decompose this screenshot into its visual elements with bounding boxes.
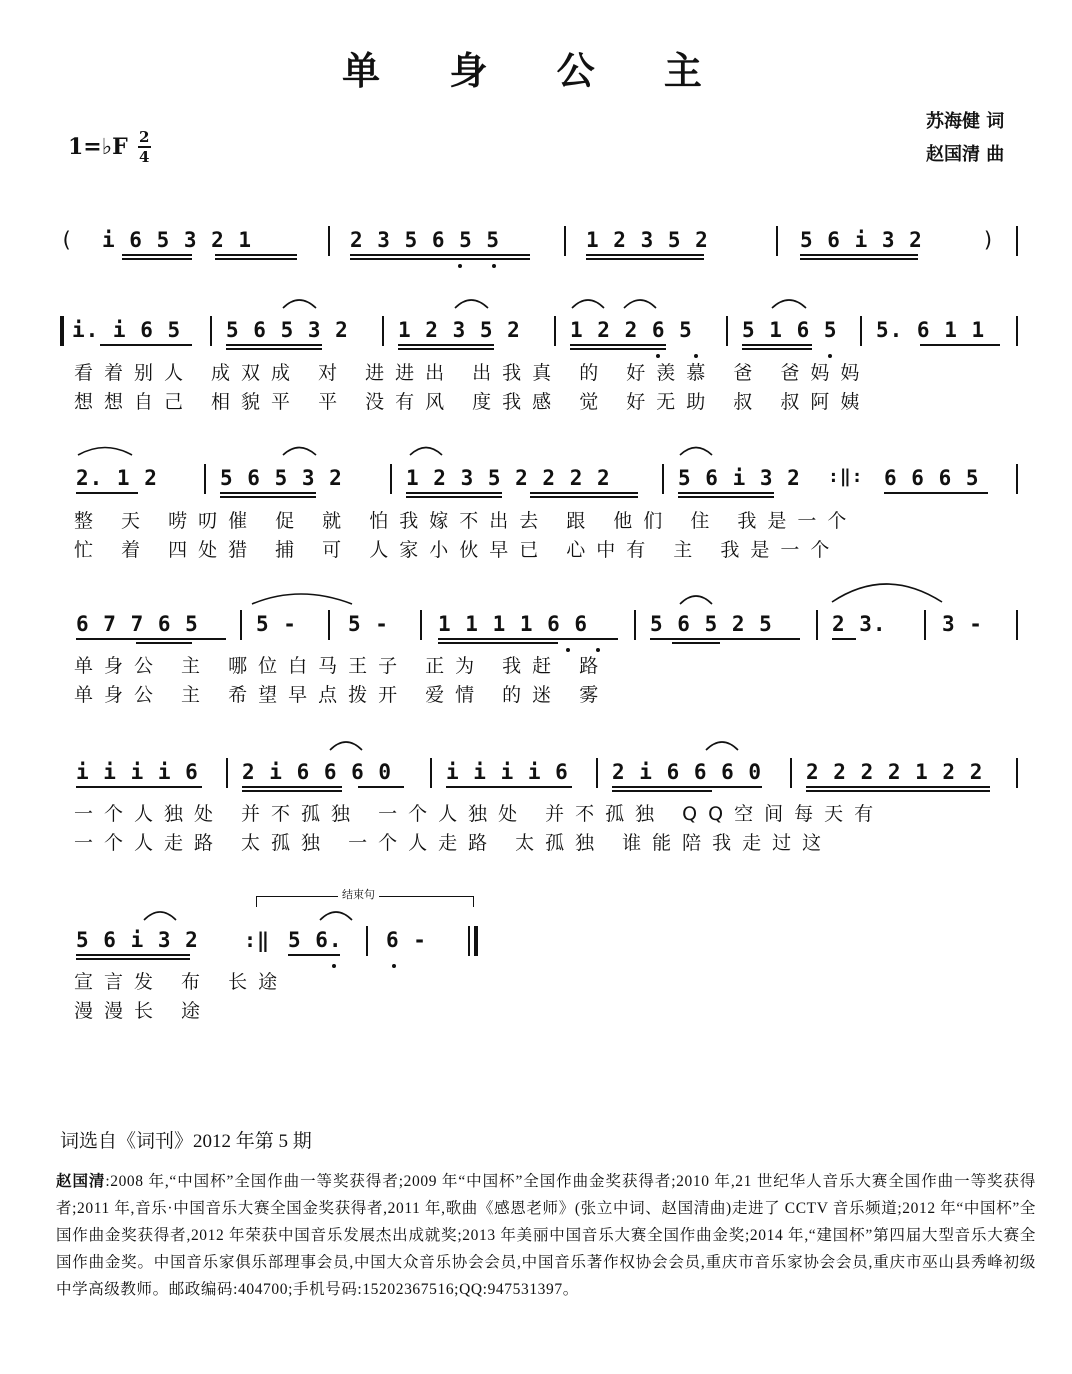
low-octave-dot <box>492 264 496 268</box>
barline <box>430 758 432 788</box>
measure: 1 2 3 5 2 <box>398 318 521 342</box>
measure: 5 6. <box>288 928 343 952</box>
barline <box>816 610 818 640</box>
underline <box>438 638 618 640</box>
barline <box>1016 758 1018 788</box>
repeat-barline <box>60 316 64 346</box>
barline <box>240 610 242 640</box>
lyrics-source: 词选自《词刊》2012 年第 5 期 <box>60 1131 312 1152</box>
measure: 5 - <box>256 612 297 636</box>
measure: 2 3 5 6 5 5 <box>350 228 501 252</box>
measure: 6 6 6 5 <box>884 466 980 490</box>
measure: 2 3. <box>832 612 887 636</box>
measure: 5 - <box>348 612 389 636</box>
measure: i i i i 6 <box>76 760 199 784</box>
score-line-4 <box>60 606 1020 646</box>
underline <box>136 642 192 644</box>
measure: 1 2 2 6 5 <box>570 318 693 342</box>
underline <box>570 348 666 350</box>
tie <box>252 594 352 604</box>
tie <box>832 584 942 602</box>
slur <box>706 742 738 750</box>
underline <box>220 496 316 498</box>
barline <box>390 464 392 494</box>
slur <box>283 300 316 308</box>
underline <box>226 344 322 346</box>
barline <box>1016 464 1018 494</box>
measure: 5. 6 1 1 <box>876 318 986 342</box>
low-octave-dot <box>332 964 336 968</box>
barline <box>382 316 384 346</box>
lyric-verse-2: 一个人走路 太孤独 一个人走路 太孤独 谁能陪我走过这 <box>74 832 833 854</box>
underline <box>242 790 342 792</box>
time-signature-bottom: 4 <box>139 148 150 166</box>
underline <box>806 790 990 792</box>
lyric-verse-2: 忙 着 四处猎 捕 可 人家小伙早已 心中有 主 我是一个 <box>74 539 841 561</box>
underline <box>678 492 774 494</box>
lyric-verse-1: 整 天 唠叨催 促 就 怕我嫁不出去 跟 他们 住 我是一个 <box>74 510 858 532</box>
measure: 6 7 7 6 5 <box>76 612 199 636</box>
final-barline <box>468 926 470 956</box>
measure: 2. 1 2 <box>76 466 158 490</box>
underline <box>215 254 297 256</box>
slur <box>283 448 316 456</box>
measure: 6 - <box>386 928 427 952</box>
underline <box>226 348 322 350</box>
slur <box>572 300 604 308</box>
underline <box>832 638 856 640</box>
underline <box>122 254 192 256</box>
ending-label: 结束句 <box>338 886 379 902</box>
underline <box>650 638 800 640</box>
barline <box>776 226 778 256</box>
barline <box>634 610 636 640</box>
underline <box>288 954 340 956</box>
underline <box>406 496 502 498</box>
underline <box>76 954 190 956</box>
time-signature-top: 2 <box>139 128 150 146</box>
barline <box>596 758 598 788</box>
slur <box>78 448 132 456</box>
barline <box>662 464 664 494</box>
barline <box>328 610 330 640</box>
underline <box>884 492 988 494</box>
underline <box>76 958 190 960</box>
barline <box>726 316 728 346</box>
measure: 1 2 3 5 2 2 2 2 <box>406 466 611 490</box>
slur <box>455 300 488 308</box>
measure: 1 2 3 5 2 <box>586 228 709 252</box>
underline <box>612 790 712 792</box>
underline <box>350 258 530 260</box>
underline <box>398 348 494 350</box>
underline <box>742 344 812 346</box>
low-octave-dot <box>392 964 396 968</box>
underline <box>406 492 502 494</box>
underline <box>806 786 990 788</box>
underline <box>398 344 494 346</box>
composer-bio <box>56 1168 1036 1303</box>
song-title: 单 身 公 主 <box>342 49 730 93</box>
measure: 5 6 5 3 2 <box>226 318 349 342</box>
low-octave-dot <box>458 264 462 268</box>
barline <box>554 316 556 346</box>
lyric-verse-1: 宣言发 布 长途 <box>74 971 289 993</box>
measure: 5 6 5 2 5 <box>650 612 773 636</box>
measure: 2 i 6 6 6 0 <box>242 760 393 784</box>
lyric-verse-1: 一个人独处 并不孤独 一个人独处 并不孤独 QQ空间每天有 <box>74 803 885 825</box>
measure: 2 i 6 6 6 0 <box>612 760 763 784</box>
bio-text: :2008 年,“中国杯”全国作曲一等奖获得者;2009 年“中国杯”全国作曲金奖获得者;2010 年,21 世纪华人音乐大赛全国作曲一等奖获得者;2011 年,音乐·中国音乐大赛全国金奖获得者,2011 年,歌曲《感恩老师》(张立中词、赵国清曲)走进了 CCTV 音乐频道;2012 年“中国杯”全国作曲金奖获得者,2012 年荣获中国音乐发展杰出成就奖;2013 年美丽中国音乐大赛全国作曲金奖;2014 年,“建国杯”第四届大型音乐大赛全国作曲金奖。中国音乐家俱乐部理事会员,中国大众音乐协会会员,中国音乐著作权协会会员,重庆市音乐家协会会员,重庆市巫山县秀峰初级中学高级教师。邮政编码:404700;手机号码:15202367516;QQ:947531397。 <box>56 1173 1036 1298</box>
score-line-6 <box>60 922 1020 962</box>
barline <box>1016 226 1018 256</box>
slur <box>624 300 656 308</box>
underline <box>350 254 530 256</box>
underline <box>530 496 638 498</box>
measure: 5 6 5 3 2 <box>220 466 343 490</box>
underline <box>122 258 192 260</box>
barline <box>860 316 862 346</box>
lyricist-credit: 苏海健 词 <box>926 111 1005 132</box>
close-paren: ) <box>982 228 996 252</box>
underline <box>76 492 138 494</box>
score-line-5 <box>60 754 1020 794</box>
measure: 1 1 1 1 6 6 <box>438 612 589 636</box>
underline <box>530 492 638 494</box>
barline <box>420 610 422 640</box>
underline <box>438 642 558 644</box>
underline <box>672 642 720 644</box>
barline <box>924 610 926 640</box>
repeat-sign: :‖: <box>828 466 864 487</box>
measure: i i i i 6 <box>446 760 569 784</box>
underline <box>220 492 316 494</box>
barline <box>210 316 212 346</box>
measure: 5 1 6 5 <box>742 318 838 342</box>
key-signature: 1=♭F <box>68 134 128 160</box>
underline <box>242 786 342 788</box>
underline <box>76 786 202 788</box>
barline <box>366 926 368 956</box>
underline <box>800 254 918 256</box>
measure: i 6 5 3 2 1 <box>102 228 253 252</box>
lyric-verse-2: 想想自己 相貌平 平 没有风 度我感 觉 好无助 叔 叔阿姨 <box>74 391 871 413</box>
repeat-end-sign: :‖ <box>244 928 271 952</box>
underline <box>678 496 774 498</box>
slur <box>410 448 442 456</box>
slur <box>330 742 362 750</box>
lyric-verse-1: 看着别人 成双成 对 进进出 出我真 的 好羡慕 爸 爸妈妈 <box>74 362 871 384</box>
barline <box>790 758 792 788</box>
final-barline-thick <box>474 926 478 956</box>
barline <box>564 226 566 256</box>
underline <box>800 258 918 260</box>
measure: 2 2 2 2 1 2 2 <box>806 760 984 784</box>
slur <box>144 912 176 920</box>
slur <box>772 300 806 308</box>
underline <box>612 786 762 788</box>
barline <box>1016 610 1018 640</box>
measure: 5 6 i 3 2 <box>76 928 199 952</box>
lyric-verse-2: 漫漫长 途 <box>74 1000 212 1022</box>
barline <box>328 226 330 256</box>
measure: 5 6 i 3 2 <box>678 466 801 490</box>
score-line-1 <box>60 222 1020 262</box>
slur <box>320 912 352 920</box>
measure: 5 6 i 3 2 <box>800 228 923 252</box>
lyric-verse-1: 单身公 主 哪位白马王子 正为 我赶 路 <box>74 655 610 677</box>
slur <box>680 596 712 604</box>
underline <box>76 638 226 640</box>
barline <box>204 464 206 494</box>
barline <box>1016 316 1018 346</box>
underline <box>742 348 812 350</box>
measure: i. i 6 5 <box>72 318 182 342</box>
underline <box>215 258 297 260</box>
score-line-2 <box>60 312 1020 352</box>
measure: 3 - <box>942 612 983 636</box>
underline <box>586 258 704 260</box>
underline <box>586 254 704 256</box>
underline <box>358 786 404 788</box>
slur <box>680 448 712 456</box>
lyric-verse-2: 单身公 主 希望早点拨开 爱情 的迷 雾 <box>74 684 610 706</box>
underline <box>570 344 666 346</box>
composer-credit: 赵国清 曲 <box>926 144 1005 165</box>
barline <box>226 758 228 788</box>
underline <box>446 786 572 788</box>
score-line-3 <box>60 460 1020 500</box>
underline <box>920 344 1000 346</box>
bio-name: 赵国清 <box>56 1172 106 1190</box>
open-paren: ( <box>60 228 74 252</box>
underline <box>100 344 192 346</box>
